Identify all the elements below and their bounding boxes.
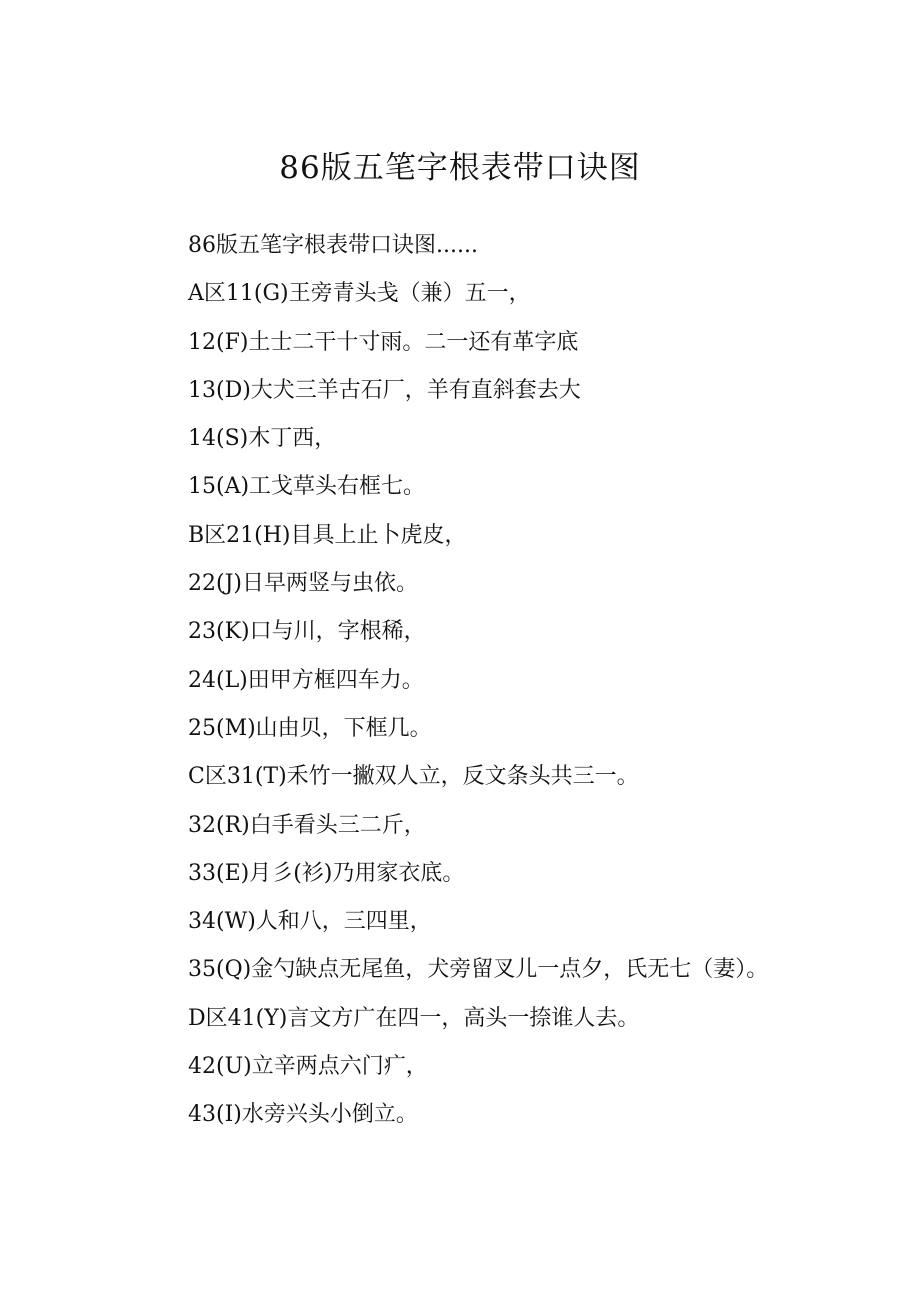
text-line: 42(U)立辛两点六门疒， — [188, 1054, 428, 1080]
text-line: 23(K)口与川，字根稀， — [188, 619, 426, 645]
text-line: 34(W)人和八，三四里， — [188, 909, 432, 935]
text-line: A区11(G)王旁青头戋（兼）五一， — [188, 281, 531, 307]
text-line: 86版五笔字根表带口诀图...... — [188, 233, 478, 258]
document-title: 86版五笔字根表带口诀图 — [279, 150, 641, 186]
text-line: 33(E)月彡(衫)乃用家衣底。 — [188, 860, 465, 886]
text-line: D区41(Y)言文方广在四一，高头一捺谁人去。 — [188, 1005, 640, 1031]
text-line: 25(M)山由贝，下框几。 — [188, 715, 432, 741]
text-line: 35(Q)金勺缺点无尾鱼，犬旁留叉儿一点夕，氏无七（妻）。 — [188, 957, 769, 983]
text-line: C区31(T)禾竹一撇双人立，反文条头共三一。 — [188, 764, 639, 790]
text-line: B区21(H)目具上止卜虎皮， — [188, 522, 467, 548]
text-line: 15(A)工戈草头右框七。 — [188, 474, 426, 500]
text-line: 12(F)土士二干十寸雨。二一还有革字底 — [188, 329, 579, 355]
text-line: 24(L)田甲方框四车力。 — [188, 667, 424, 693]
text-line: 43(I)水旁兴头小倒立。 — [188, 1102, 418, 1128]
text-line: 14(S)木丁西， — [188, 426, 337, 452]
text-line: 32(R)白手看头三二斤， — [188, 812, 426, 838]
text-line: 13(D)大犬三羊古石厂，羊有直斜套去大 — [188, 377, 581, 403]
text-line: 22(J)日早两竖与虫依。 — [188, 571, 418, 597]
document-body — [143, 222, 793, 1140]
